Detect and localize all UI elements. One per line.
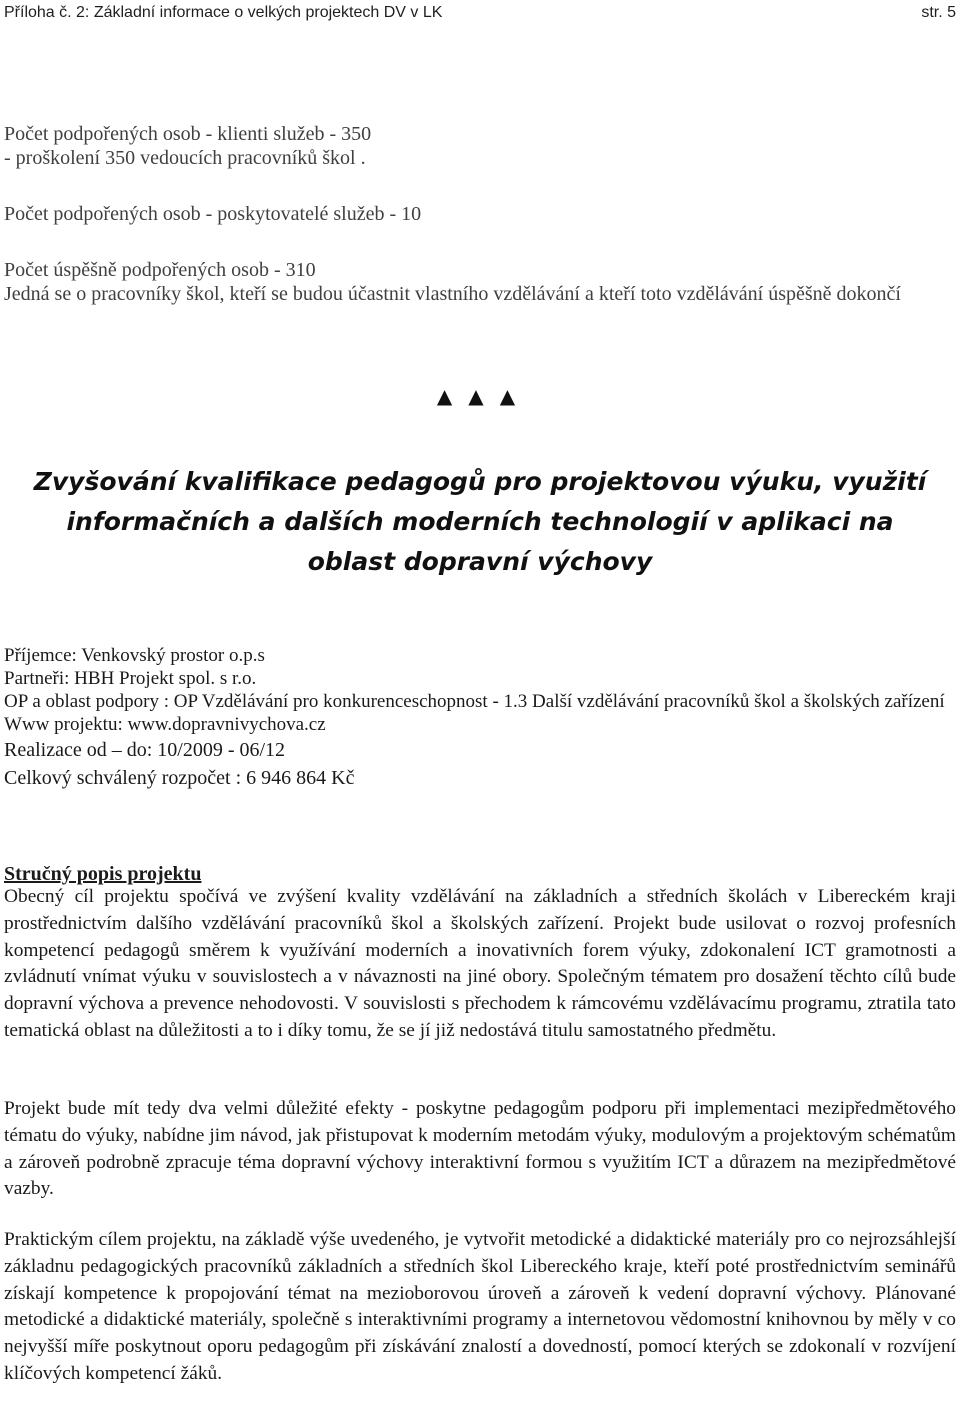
section-separator — [0, 384, 960, 414]
beneficiaries-providers-block — [4, 202, 956, 226]
beneficiaries-description: Jedná se o pracovníky škol, kteří se budou účastnit vlastního vzdělávání a kteří toto vzdělávání úspěšně dokončí — [4, 283, 901, 305]
beneficiaries-trained: - proškolení 350 vedoucích pracovníků škol . — [4, 147, 366, 169]
project-op-area: OP a oblast podpory : OP Vzdělávání pro konkurenceschopnost - 1.3 Další vzdělávání pracovníků škol a školských zařízení — [4, 691, 945, 712]
project-budget: Celkový schválený rozpočet : 6 946 864 Kč — [4, 767, 355, 789]
beneficiaries-successful: Počet úspěšně podpořených osob - 310 — [4, 259, 316, 281]
triangle-up-icon: ▲ — [468, 384, 492, 408]
summary-heading: Stručný popis projektu — [4, 863, 202, 885]
running-header — [4, 4, 956, 26]
beneficiaries-clients: Počet podpořených osob - klienti služeb - 350 — [4, 123, 372, 145]
project-partners: Partneři: HBH Projekt spol. s r.o. — [4, 668, 257, 689]
project-website: Www projektu: www.dopravnivychova.cz — [4, 714, 326, 735]
project-info — [4, 644, 956, 792]
page-number: str. 5 — [921, 4, 956, 21]
triangle-up-icon: ▲ — [436, 384, 461, 408]
beneficiaries-successful-block — [4, 258, 956, 306]
beneficiaries-clients-block — [4, 122, 956, 170]
summary-paragraph: Obecný cíl projektu spočívá ve zvýšení kvality vzdělávání na základních a středních školách v Libereckém kraji prostřednictvím dalšího vzdělávání pracovníků škol a školských zařízení. Projekt bude usilovat o rozvoj profesních kompetencí pedagogů směrem k využívání moderních a inovativních forem výuky, zdokonalení ICT gramotnosti a zvládnutí vnímat výuku v souvislostech a v návaznosti na jiné obory. Společným tématem pro dosažení těchto cílů bude dopravní výchova a prevence nehodovosti. V souvislosti s přechodem k rámcovému vzdělávacímu programu, ztratila tato tematická oblast na důležitosti a to i díky tomu, že se jí již nedostává titulu samostatného předmětu. — [4, 886, 956, 1041]
header-title: Příloha č. 2: Základní informace o velkých projektech DV v LK — [4, 4, 443, 21]
project-recipient: Příjemce: Venkovský prostor o.p.s — [4, 645, 265, 666]
beneficiaries-providers: Počet podpořených osob - poskytovatelé služeb - 10 — [4, 203, 422, 225]
triangle-up-icon: ▲ — [499, 384, 524, 408]
summary-paragraph: Projekt bude mít tedy dva velmi důležité efekty - poskytne pedagogům podporu při implementaci mezipředmětového tématu do výuky, nabídne jim návod, jak přistupovat k moderním metodám výuky, modulovým a projektovým schématům a zároveň podrobně zpracuje téma dopravní výchovy interaktivní formou s využitím ICT a důrazem na mezipředmětové vazby. — [4, 1098, 956, 1200]
summary-paragraph: Praktickým cílem projektu, na základě výše uvedeného, je vytvořit metodické a didaktické materiály pro co nejrozsáhlejší základnu pedagogických pracovníků základních a středních škol Libereckého kraje, kteří poté prostřednictvím seminářů získají kompetence k propojování témat na mezioborovou úroveň a zároveň k vedení dopravní výchovy. Plánované metodické a didaktické materiály, společně s interaktivními programy a internetovou vědomostní knihovnou by měly v co nejvyšší míře poskytnout oporu pedagogům při získávání znalostí a dovedností, pomocí kterých se zdokonalí v rozvíjení klíčových kompetencí žáků. — [4, 1229, 956, 1384]
project-title: Zvyšování kvalifikace pedagogů pro projektovou výuku, využití informačních a dalších moderních technologií v aplikaci na oblast dopravní výchovy — [33, 467, 927, 576]
project-realization: Realizace od – do: 10/2009 - 06/12 — [4, 739, 286, 761]
